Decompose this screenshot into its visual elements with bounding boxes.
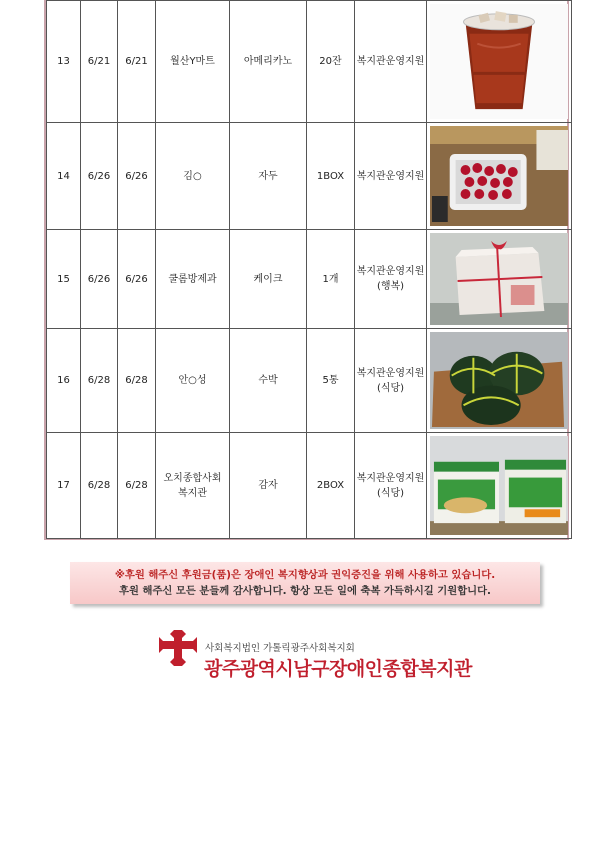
item-quantity: 2BOX bbox=[307, 433, 355, 539]
received-date: 6/28 bbox=[81, 329, 118, 433]
donated-item: 아메리카노 bbox=[230, 1, 307, 123]
plums-photo bbox=[430, 126, 568, 226]
notice-line-1-text: 후원 해주신 후원금(품)은 장애인 복지향상과 권익증진을 위해 사용하고 있습니다. bbox=[124, 569, 496, 581]
received-date: 6/21 bbox=[81, 1, 118, 123]
received-date: 6/26 bbox=[81, 123, 118, 230]
row-number: 17 bbox=[47, 433, 81, 539]
parent-organization: 사회복지법인 가톨릭광주사회복지회 bbox=[205, 643, 355, 654]
processed-date: 6/26 bbox=[118, 123, 156, 230]
row-number: 13 bbox=[47, 1, 81, 123]
notice-mark: ※ bbox=[114, 569, 125, 581]
processed-date: 6/26 bbox=[118, 230, 156, 329]
donated-item: 수박 bbox=[230, 329, 307, 433]
table-row bbox=[47, 230, 572, 329]
usage-purpose: 복지관운영지원 bbox=[355, 1, 427, 123]
donated-item: 케이크 bbox=[230, 230, 307, 329]
table-row bbox=[47, 329, 572, 433]
thank-you-notice bbox=[70, 562, 540, 604]
item-quantity: 5통 bbox=[307, 329, 355, 433]
donation-table bbox=[44, 0, 569, 540]
donor-name: 안○성 bbox=[156, 329, 230, 433]
donated-item: 자두 bbox=[230, 123, 307, 230]
processed-date: 6/28 bbox=[118, 433, 156, 539]
received-date: 6/28 bbox=[81, 433, 118, 539]
usage-purpose: 복지관운영지원 (식당) bbox=[355, 433, 427, 539]
watermelons-photo bbox=[430, 332, 568, 429]
notice-line-1 bbox=[115, 567, 495, 583]
received-date: 6/26 bbox=[81, 230, 118, 329]
row-number: 14 bbox=[47, 123, 81, 230]
donated-item: 감자 bbox=[230, 433, 307, 539]
item-quantity: 1BOX bbox=[307, 123, 355, 230]
usage-purpose: 복지관운영지원 (식당) bbox=[355, 329, 427, 433]
notice-line-2: 후원 해주신 모든 분들께 감사합니다. 항상 모든 일에 축복 가득하시길 기원합니다. bbox=[119, 585, 491, 597]
usage-purpose: 복지관운영지원 bbox=[355, 123, 427, 230]
row-number: 15 bbox=[47, 230, 81, 329]
donor-name: 월산Y마트 bbox=[156, 1, 230, 123]
processed-date: 6/28 bbox=[118, 329, 156, 433]
donor-name: 김○ bbox=[156, 123, 230, 230]
potato-boxes-photo bbox=[430, 436, 568, 535]
processed-date: 6/21 bbox=[118, 1, 156, 123]
usage-purpose: 복지관운영지원 (행복) bbox=[355, 230, 427, 329]
organization-name: 광주광역시남구장애인종합복지관 bbox=[204, 658, 472, 680]
donor-name: 오치종합사회 복지관 bbox=[156, 433, 230, 539]
row-number: 16 bbox=[47, 329, 81, 433]
cake-box-photo bbox=[430, 233, 568, 325]
table-row bbox=[47, 123, 572, 230]
table-row bbox=[47, 433, 572, 539]
caritas-cross-icon bbox=[156, 628, 200, 668]
donor-name: 쿨롬방제과 bbox=[156, 230, 230, 329]
iced-americano-photo bbox=[430, 4, 568, 119]
table-row bbox=[47, 1, 572, 123]
item-quantity: 1개 bbox=[307, 230, 355, 329]
item-quantity: 20잔 bbox=[307, 1, 355, 123]
